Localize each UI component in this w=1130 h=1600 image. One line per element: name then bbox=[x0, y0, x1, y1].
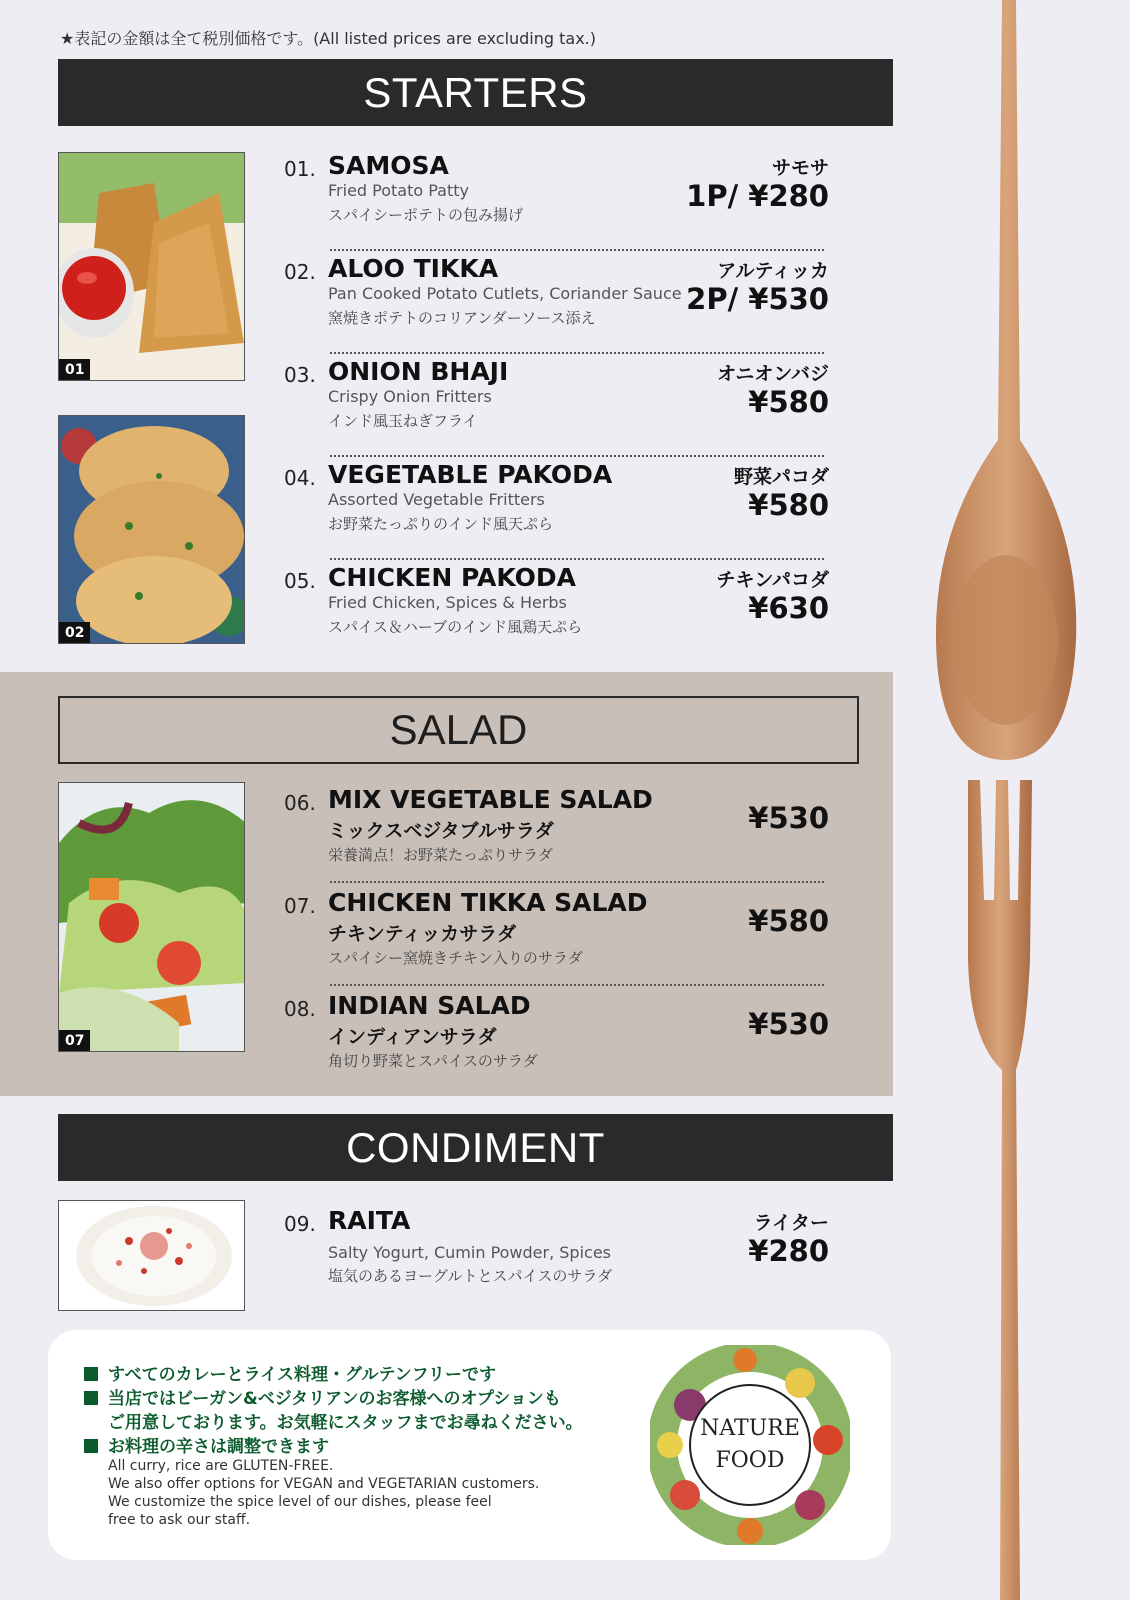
item-japanese-name: 野菜パコダ bbox=[733, 466, 829, 488]
item-japanese-desc: 窯焼きポテトのコリアンダーソース添え bbox=[328, 309, 596, 327]
nature-food-text bbox=[650, 1345, 850, 1545]
menu-item-aloo-tikka bbox=[284, 254, 829, 354]
info-jp-text: すべてのカレーとライス料理・グルテンフリーです bbox=[108, 1365, 496, 1385]
item-price: ¥580 bbox=[748, 904, 829, 938]
item-japanese-desc: スパイシー窯焼きチキン入りのサラダ bbox=[328, 949, 583, 967]
item-japanese-desc: スパイス＆ハーブのインド風鶏天ぷら bbox=[328, 618, 583, 636]
item-price: ¥580 bbox=[748, 488, 829, 522]
wooden-fork-icon bbox=[968, 780, 1032, 1600]
item-japanese-name: チキンパコダ bbox=[716, 569, 829, 591]
starters-header: STARTERS bbox=[58, 59, 893, 126]
photo-number-label: 02 bbox=[59, 622, 90, 643]
item-english-desc: Crispy Onion Fritters bbox=[328, 387, 492, 406]
info-jp-text: お料理の辛さは調整できます bbox=[108, 1437, 329, 1457]
dotted-divider bbox=[330, 984, 824, 986]
utensils-decoration bbox=[930, 0, 1130, 1600]
salad-photo bbox=[58, 782, 245, 1052]
info-jp-line bbox=[84, 1360, 496, 1385]
dietary-info-box bbox=[48, 1330, 891, 1560]
info-jp-line: ご用意しております。お気軽にスタッフまでお尋ねください。 bbox=[108, 1413, 583, 1433]
raita-photo bbox=[58, 1200, 245, 1311]
item-japanese-name: サモサ bbox=[771, 157, 829, 179]
menu-item-onion-bhaji bbox=[284, 357, 829, 457]
item-name: ONION BHAJI bbox=[328, 357, 509, 386]
item-number: 06. bbox=[284, 791, 316, 815]
item-japanese-name: チキンティッカサラダ bbox=[328, 923, 517, 945]
item-price: ¥280 bbox=[748, 1234, 829, 1268]
item-number: 02. bbox=[284, 260, 316, 284]
item-number: 09. bbox=[284, 1212, 316, 1236]
item-name: VEGETABLE PAKODA bbox=[328, 460, 613, 489]
wooden-spoon-icon bbox=[936, 0, 1076, 760]
dotted-divider bbox=[330, 558, 824, 560]
menu-item-vegetable-pakoda bbox=[284, 460, 829, 560]
info-jp-line bbox=[84, 1432, 329, 1457]
item-english-desc: Assorted Vegetable Fritters bbox=[328, 490, 545, 509]
condiment-header: CONDIMENT bbox=[58, 1114, 893, 1181]
item-number: 05. bbox=[284, 569, 316, 593]
item-name: ALOO TIKKA bbox=[328, 254, 499, 283]
dotted-divider bbox=[330, 881, 824, 883]
item-name: CHICKEN PAKODA bbox=[328, 563, 576, 592]
dotted-divider bbox=[330, 249, 824, 251]
item-name: RAITA bbox=[328, 1206, 411, 1235]
info-en-line: free to ask our staff. bbox=[108, 1512, 251, 1528]
item-japanese-name: アルティッカ bbox=[717, 260, 829, 282]
samosa-photo bbox=[58, 152, 245, 381]
item-japanese-desc: インド風玉ねぎフライ bbox=[328, 412, 478, 430]
item-number: 03. bbox=[284, 363, 316, 387]
menu-item-chicken-tikka-salad bbox=[284, 888, 829, 988]
photo-number-label: 01 bbox=[59, 359, 90, 380]
item-price: ¥530 bbox=[748, 1007, 829, 1041]
item-japanese-name: インディアンサラダ bbox=[328, 1026, 497, 1048]
item-number: 08. bbox=[284, 997, 316, 1021]
item-english-desc: Fried Potato Patty bbox=[328, 181, 469, 200]
item-english-desc: Salty Yogurt, Cumin Powder, Spices bbox=[328, 1243, 611, 1262]
item-name: CHICKEN TIKKA SALAD bbox=[328, 888, 648, 917]
nature-food-badge bbox=[650, 1345, 850, 1545]
item-japanese-desc: スパイシーポテトの包み揚げ bbox=[328, 206, 524, 224]
item-english-desc: Pan Cooked Potato Cutlets, Coriander Sauce bbox=[328, 284, 682, 303]
dotted-divider bbox=[330, 352, 824, 354]
item-japanese-desc: お野菜たっぷりのインド風天ぷら bbox=[328, 515, 554, 533]
dotted-divider bbox=[330, 455, 824, 457]
item-japanese-name: ライター bbox=[753, 1212, 829, 1234]
item-price: ¥530 bbox=[748, 801, 829, 835]
item-english-desc: Fried Chicken, Spices & Herbs bbox=[328, 593, 567, 612]
item-name: MIX VEGETABLE SALAD bbox=[328, 785, 653, 814]
item-price: 2P/ ¥530 bbox=[686, 282, 829, 316]
menu-item-raita bbox=[284, 1206, 829, 1306]
info-jp-text: 当店ではビーガン&ベジタリアンのお客様へのオプションも bbox=[108, 1389, 561, 1409]
green-square-bullet-icon bbox=[84, 1439, 98, 1453]
salad-header: SALAD bbox=[58, 696, 859, 764]
item-number: 01. bbox=[284, 157, 316, 181]
item-japanese-desc: 栄養満点！お野菜たっぷりサラダ bbox=[328, 846, 553, 864]
photo-number-label: 07 bbox=[59, 1030, 90, 1051]
pakoda-photo bbox=[58, 415, 245, 644]
menu-item-indian-salad bbox=[284, 991, 829, 1091]
item-name: SAMOSA bbox=[328, 151, 449, 180]
item-number: 07. bbox=[284, 894, 316, 918]
info-en-line: We also offer options for VEGAN and VEGETARIAN customers. bbox=[108, 1476, 540, 1492]
item-price: ¥580 bbox=[748, 385, 829, 419]
item-number: 04. bbox=[284, 466, 316, 490]
item-japanese-name: オニオンバジ bbox=[717, 363, 829, 385]
menu-item-mix-vegetable-salad bbox=[284, 785, 829, 885]
tax-note: ★表記の金額は全て税別価格です。(All listed prices are excluding tax.) bbox=[60, 29, 597, 48]
item-name: INDIAN SALAD bbox=[328, 991, 531, 1020]
item-price: ¥630 bbox=[748, 591, 829, 625]
menu-item-samosa bbox=[284, 151, 829, 251]
menu-item-chicken-pakoda bbox=[284, 563, 829, 663]
info-en-line: All curry, rice are GLUTEN-FREE. bbox=[108, 1458, 334, 1474]
badge-line2: FOOD bbox=[715, 1448, 785, 1473]
badge-line1: NATURE bbox=[700, 1416, 800, 1441]
green-square-bullet-icon bbox=[84, 1391, 98, 1405]
item-japanese-name: ミックスベジタブルサラダ bbox=[328, 820, 554, 842]
info-jp-line bbox=[84, 1384, 561, 1409]
green-square-bullet-icon bbox=[84, 1367, 98, 1381]
item-japanese-desc: 角切り野菜とスパイスのサラダ bbox=[328, 1052, 538, 1070]
info-en-line: We customize the spice level of our dishes, please feel bbox=[108, 1494, 492, 1510]
item-japanese-desc: 塩気のあるヨーグルトとスパイスのサラダ bbox=[328, 1267, 613, 1285]
item-price: 1P/ ¥280 bbox=[686, 179, 829, 213]
